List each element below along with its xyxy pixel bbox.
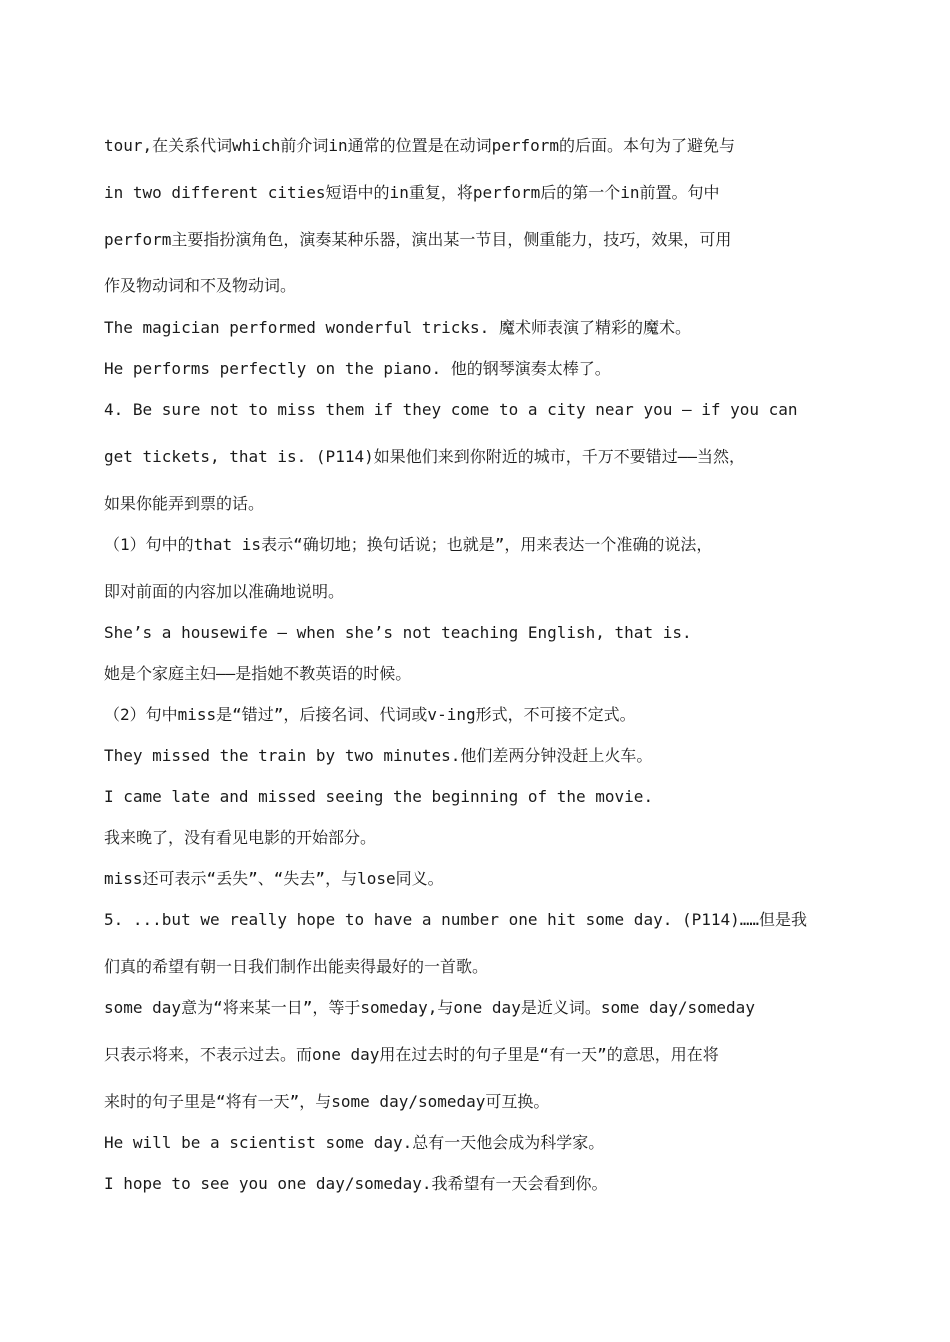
text-line: miss还可表示“丢失”、“失去”，与lose同义。 xyxy=(104,869,444,888)
text-line: （1）句中的that is表示“确切地；换句话说；也就是”，用来表达一个准确的说法， xyxy=(104,535,713,554)
text-line: （2）句中miss是“错过”，后接名词、代词或v-ing形式，不可接不定式。 xyxy=(104,705,636,724)
text-line: She’s a housewife — when she’s not teaching English, that is. xyxy=(104,623,692,642)
text-line: 作及物动词和不及物动词。 xyxy=(104,276,297,295)
text-line: 来时的句子里是“将有一天”，与some day/someday可互换。 xyxy=(104,1092,550,1111)
text-line: perform主要指扮演角色，演奏某种乐器，演出某一节目，侧重能力，技巧，效果，可用 xyxy=(104,230,732,249)
text-line: 我来晚了，没有看见电影的开始部分。 xyxy=(104,828,377,847)
text-line: 如果你能弄到票的话。 xyxy=(104,494,265,513)
text-line: 只表示将来，不表示过去。而one day用在过去时的句子里是“有一天”的意思，用在将 xyxy=(104,1045,719,1064)
text-line: get tickets, that is. (P114)如果他们来到你附近的城市，千万不要错过——当然， xyxy=(104,447,745,466)
text-line: The magician performed wonderful tricks. 魔术师表演了精彩的魔术。 xyxy=(104,318,691,337)
text-line: in two different cities短语中的in重复，将perform后的第一个in前置。句中 xyxy=(104,183,720,202)
text-line: 5. ...but we really hope to have a number one hit some day. (P114)……但是我 xyxy=(104,910,808,929)
text-line: I hope to see you one day/someday.我希望有一天会看到你。 xyxy=(104,1174,608,1193)
text-line: He will be a scientist some day.总有一天他会成为科学家。 xyxy=(104,1133,605,1152)
text-line: I came late and missed seeing the beginning of the movie. xyxy=(104,787,654,806)
text-line: He performs perfectly on the piano. 他的钢琴演奏太棒了。 xyxy=(104,359,611,378)
text-line: 4. Be sure not to miss them if they come to a city near you — if you can xyxy=(104,400,798,419)
text-line: 即对前面的内容加以准确地说明。 xyxy=(104,582,345,601)
text-line: 她是个家庭主妇——是指她不教英语的时候。 xyxy=(104,664,412,683)
text-line: tour,在关系代词which前介词in通常的位置是在动词perform的后面。本句为了避免与 xyxy=(104,136,736,155)
text-line: 们真的希望有朝一日我们制作出能卖得最好的一首歌。 xyxy=(104,957,489,976)
text-line: They missed the train by two minutes.他们差两分钟没赶上火车。 xyxy=(104,746,653,765)
text-line: some day意为“将来某一日”，等于someday,与one day是近义词。some day/someday xyxy=(104,998,755,1017)
